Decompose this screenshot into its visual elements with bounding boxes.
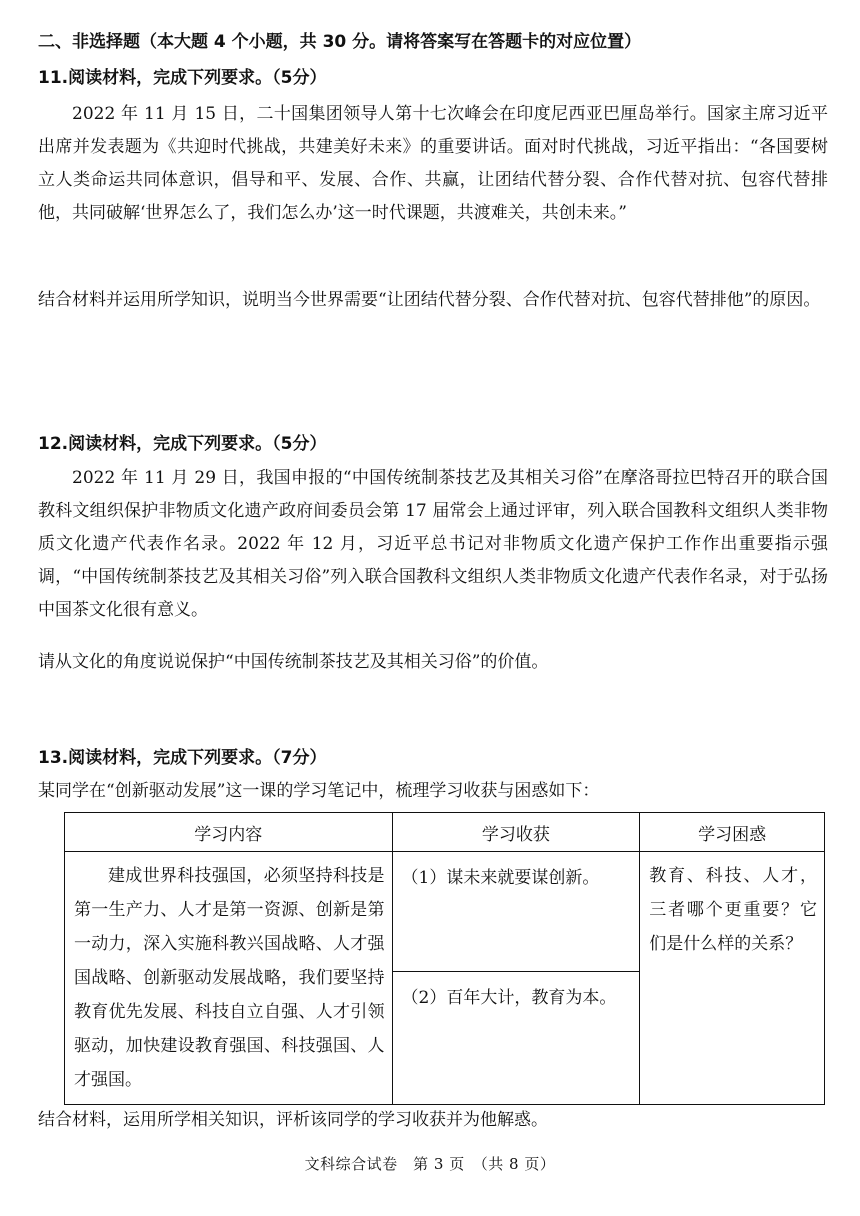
content-cell (65, 852, 393, 1105)
q11-heading: 11.阅读材料，完成下列要求。（5分） (38, 68, 327, 88)
q11-material: 2022 年 11 月 15 日，二十国集团领导人第十七次峰会在印度尼西亚巴厘岛举行。国家主席习近平出席并发表题为《共迎时代挑战，共建美好未来》的重要讲话。面对时代挑战，习近平指出：“各国要树立人类命运共同体意识，倡导和平、发展、合作、共赢，让团结代替分裂、合作代替对抗、包容代替排他，共同破解‘世界怎么了，我们怎么办’这一时代课题，共渡难关，共创未来。” (38, 104, 828, 223)
table-header-row (65, 813, 825, 852)
q13-question: 结合材料，运用所学相关知识，评析该同学的学习收获并为他解惑。 (38, 1110, 548, 1130)
confusion-text: 教育、科技、人才，三者哪个更重要？它们是什么样的关系？ (649, 866, 817, 954)
page-footer: 文科综合试卷 第 3 页 （共 8 页） (304, 1155, 556, 1173)
q12-question: 请从文化的角度说说保护“中国传统制茶技艺及其相关习俗”的价值。 (38, 652, 549, 672)
section-title: 二、非选择题（本大题 4 个小题，共 30 分。请将答案写在答题卡的对应位置） (38, 32, 642, 52)
header-gain: 学习收获 (392, 813, 640, 852)
q13-intro: 某同学在“创新驱动发展”这一课的学习笔记中，梳理学习收获与困惑如下： (38, 781, 600, 801)
content-text: 建成世界科技强国，必须坚持科技是第一生产力、人才是第一资源、创新是第一动力，深入实施科教兴国战略、人才强国战略、创新驱动发展战略，我们要坚持教育优先发展、科技自立自强、人才引领驱动，加快建设教育强国、科技强国、人才强国。 (74, 866, 385, 1090)
header-content: 学习内容 (65, 813, 393, 852)
study-notes-table (64, 812, 825, 1105)
q12-heading: 12.阅读材料，完成下列要求。（5分） (38, 434, 327, 454)
header-confusion: 学习困惑 (640, 813, 825, 852)
confusion-cell (640, 852, 825, 1105)
q13-heading: 13.阅读材料，完成下列要求。（7分） (38, 748, 327, 768)
gain-1-text: （1）谋未来就要谋创新。 (401, 868, 600, 888)
q11-question: 结合材料并运用所学知识，说明当今世界需要“让团结代替分裂、合作代替对抗、包容代替排他”的原因。 (38, 290, 821, 310)
gain-cell-2 (392, 972, 640, 1105)
table-row (65, 852, 825, 972)
gain-2-text: （2）百年大计，教育为本。 (401, 988, 617, 1009)
gain-cell-1 (392, 852, 640, 972)
q12-material: 2022 年 11 月 29 日，我国申报的“中国传统制茶技艺及其相关习俗”在摩洛哥拉巴特召开的联合国教科文组织保护非物质文化遗产政府间委员会第 17 届常会上通过评审，列入联合国教科文组织人类非物质文化遗产代表作名录。2022 年 12 月，习近平总书记对非物质文化遗产保护工作作出重要指示强调，“中国传统制茶技艺及其相关习俗”列入联合国教科文组织人类非物质文化遗产代表作名录，对于弘扬中国茶文化很有意义。 (38, 468, 828, 620)
